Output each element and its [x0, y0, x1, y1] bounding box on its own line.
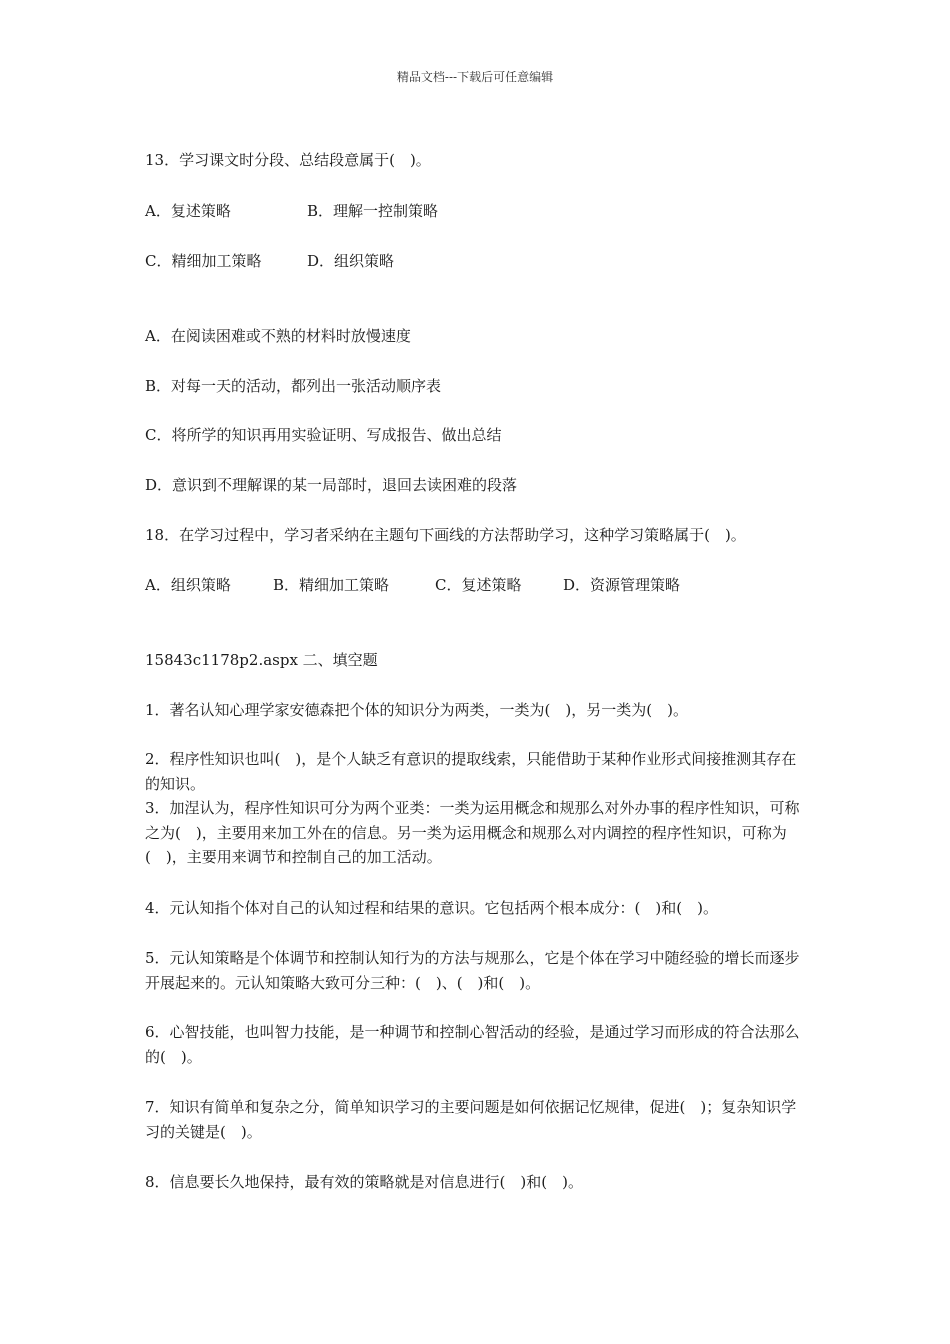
list-option-d: D．意识到不理解课的某一局部时，退回去读困难的段落 — [145, 476, 518, 494]
question-13-option-c: C．精细加工策略 — [145, 252, 262, 270]
list-option-b: B．对每一天的活动，都列出一张活动顺序表 — [145, 377, 442, 395]
question-13-options-row-2 — [145, 249, 394, 274]
question-18-option-b: B．精细加工策略 — [273, 576, 390, 594]
list-option-c: C．将所学的知识再用实验证明、写成报告、做出总结 — [145, 426, 502, 444]
question-13-stem: 13．学习课文时分段、总结段意属于( )。 — [145, 151, 431, 169]
question-13-option-b: B．理解一控制策略 — [307, 202, 439, 220]
fill-question-6: 6．心智技能，也叫智力技能，是一种调节和控制心智活动的经验，是通过学习而形成的符合法那么的( )。 — [145, 1023, 800, 1066]
page-header: 精品文档---下载后可任意编辑 — [396, 70, 554, 84]
list-option-a: A．在阅读困难或不熟的材料时放慢速度 — [145, 327, 411, 345]
question-13-options-row-1 — [145, 199, 438, 224]
section-title: 15843c1178p2.aspx 二、填空题 — [145, 651, 378, 669]
question-18-option-d: D．资源管理策略 — [563, 576, 681, 594]
question-18-options — [145, 573, 680, 598]
fill-question-4: 4．元认知指个体对自己的认知过程和结果的意识。它包括两个根本成分：( )和( )。 — [145, 899, 718, 917]
question-18-option-a: A．组织策略 — [145, 576, 231, 594]
fill-question-1: 1．著名认知心理学家安德森把个体的知识分为两类，一类为( )，另一类为( )。 — [145, 701, 688, 719]
fill-question-7: 7．知识有简单和复杂之分，简单知识学习的主要问题是如何依据记忆规律，促进( )；复杂知识学习的关键是( )。 — [145, 1098, 797, 1141]
question-18-stem: 18．在学习过程中，学习者采纳在主题句下画线的方法帮助学习，这种学习策略属于( )。 — [145, 526, 746, 544]
question-18-option-c: C．复述策略 — [435, 576, 522, 594]
fill-question-8: 8．信息要长久地保持，最有效的策略就是对信息进行( )和( )。 — [145, 1173, 583, 1191]
question-13-option-a: A．复述策略 — [145, 202, 231, 220]
fill-question-2: 2．程序性知识也叫( )，是个人缺乏有意识的提取线索，只能借助于某种作业形式间接推测其存在的知识。 — [145, 750, 797, 793]
fill-question-3: 3．加涅认为，程序性知识可分为两个亚类：一类为运用概念和规那么对外办事的程序性知识，可称之为( )，主要用来加工外在的信息。另一类为运用概念和规那么对内调控的程序性知识，可称为( )，主要用来调节和控制自己的加工活动。 — [145, 799, 800, 866]
fill-question-5: 5．元认知策略是个体调节和控制认知行为的方法与规那么，它是个体在学习中随经验的增长而逐步开展起来的。元认知策略大致可分三种：( )、( )和( )。 — [145, 949, 800, 992]
question-13-option-d: D．组织策略 — [307, 252, 395, 270]
